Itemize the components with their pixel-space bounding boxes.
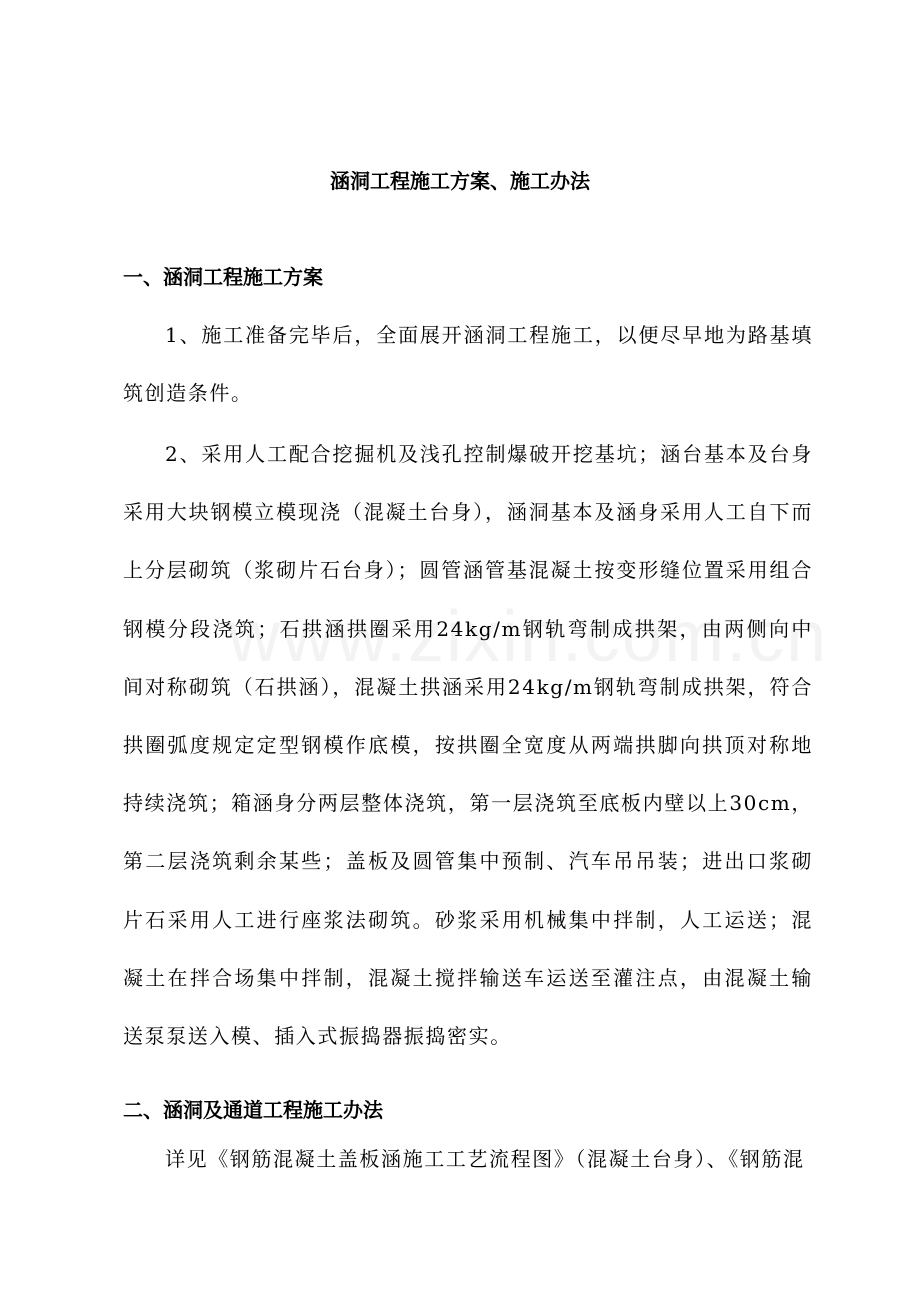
section-2-paragraph-1: 详见《钢筋混凝土盖板涵施工工艺流程图》（混凝土台身）、《钢筋混 — [165, 1147, 805, 1171]
section-1-paragraph-2: 2、采用人工配合挖掘机及浅孔控制爆破开挖基坑；涵台基本及台身采用大块钢模立模现浇（混凝土台身），涵洞基本及涵身采用人工自下而上分层砌筑（浆砌片石台身）；圆管涵管基混凝土按变形缝位置采用组合钢模分段浇筑；石拱涵拱圈采用24kg/m钢轨弯制成拱架，由两侧向中间对称砌筑（石拱涵），混凝土拱涵采用24kg/m钢轨弯制成拱架，符合拱圈弧度规定定型钢模作底模，按拱圈全宽度从两端拱脚向拱顶对称地持续浇筑；箱涵身分两层整体浇筑，第一层浇筑至底板内壁以上30cm，第二层浇筑剩余某些；盖板及圆管集中预制、汽车吊吊装；进出口浆砌片石采用人工进行座浆法砌筑。砂浆采用机械集中拌制，人工运送；混凝土在拌合场集中拌制，混凝土搅拌输送车运送至灌注点，由混凝土输送泵泵送入模、插入式振捣器振捣密实。 — [123, 442, 813, 1049]
document-title: 涵洞工程施工方案、施工办法 — [330, 169, 590, 193]
section-1-paragraph-1: 1、施工准备完毕后，全面展开涵洞工程施工，以便尽早地为路基填筑创造条件。 — [123, 323, 813, 406]
section-heading-2: 二、涵洞及通道工程施工办法 — [123, 1098, 383, 1122]
section-heading-1: 一、涵洞工程施工方案 — [123, 265, 323, 289]
